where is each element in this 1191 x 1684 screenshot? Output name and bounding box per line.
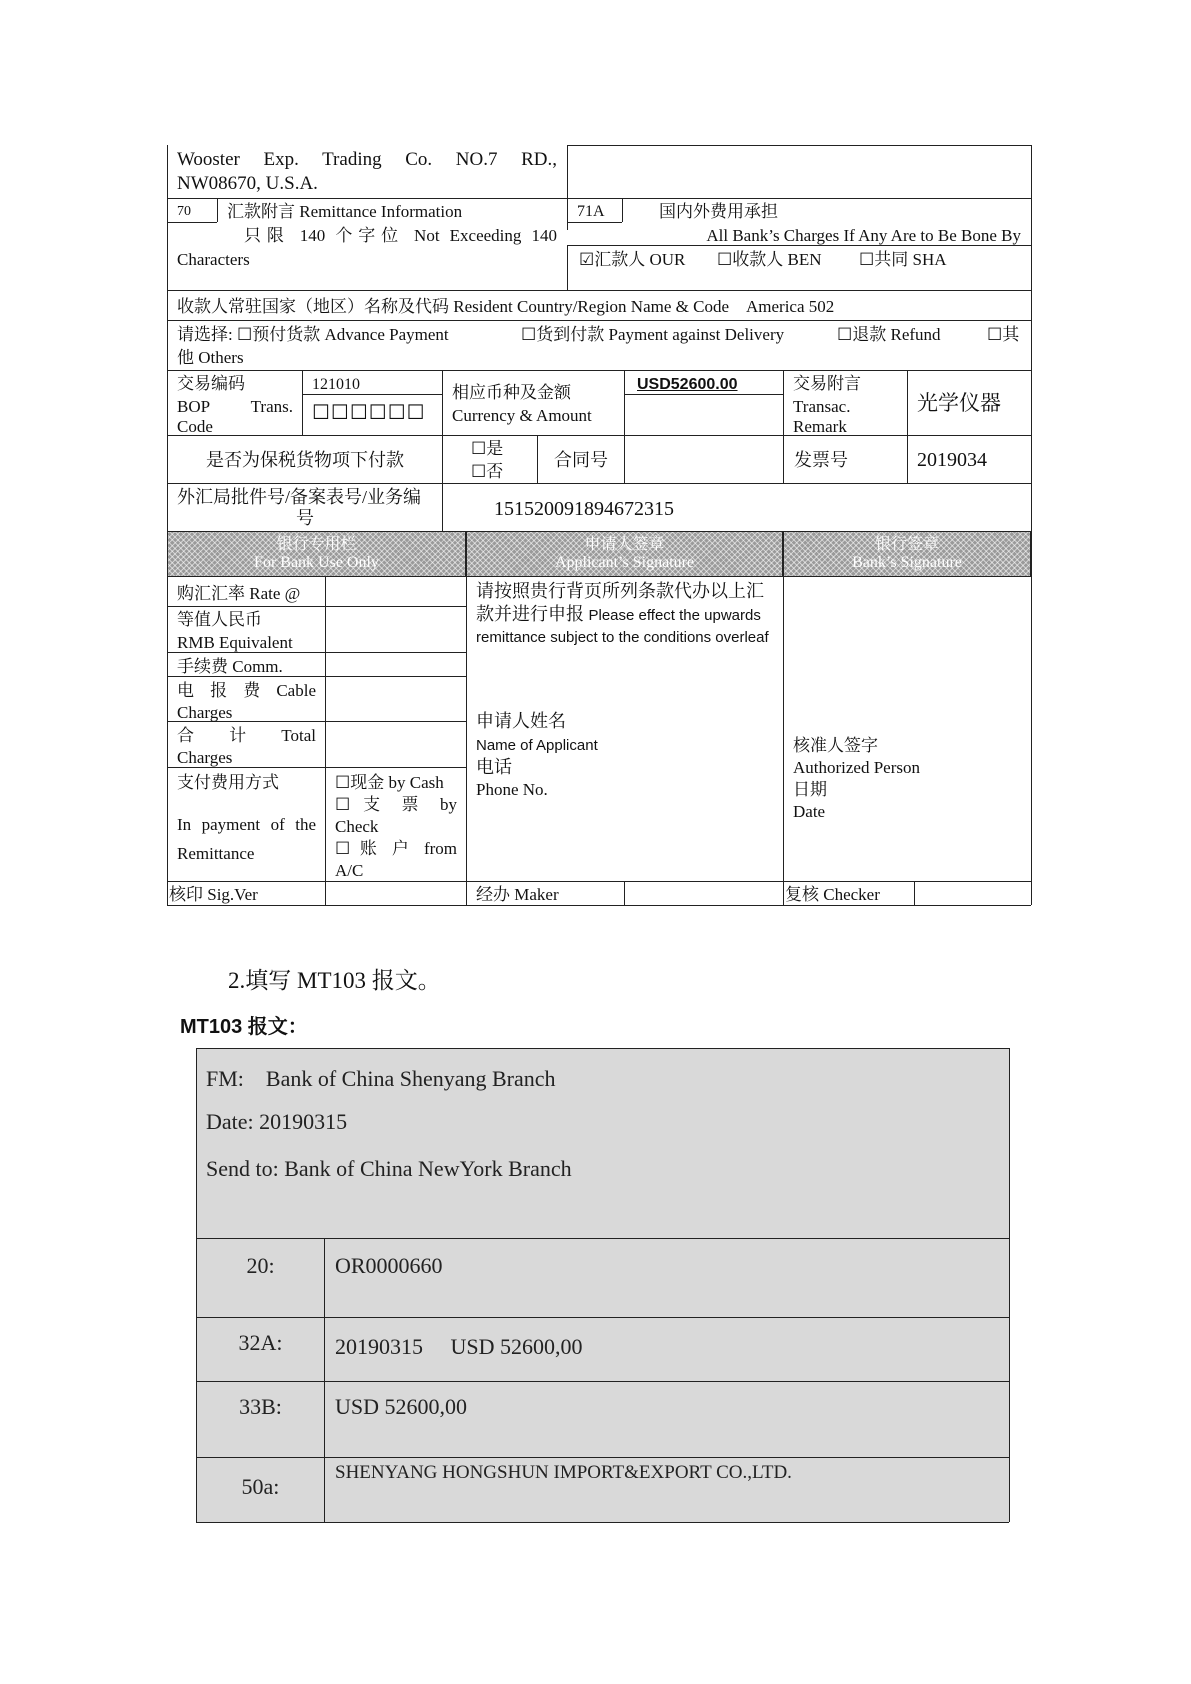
transac-remark-label: Transac.: [793, 397, 851, 416]
checker-label: 复核 Checker: [785, 885, 880, 904]
payment-method-label: In payment of the: [177, 815, 316, 834]
bop-code-label: BOP Trans.: [177, 397, 293, 416]
sig-ver-label: 核印 Sig.Ver: [169, 885, 258, 904]
applicant-name-label: Name of Applicant: [476, 737, 598, 754]
currency-amount-label: 相应币种及金额: [452, 383, 571, 402]
rule: [167, 222, 217, 223]
request-text: 请按照贵行背页所列条款代办以上汇: [476, 581, 764, 601]
commission-input[interactable]: [326, 653, 465, 675]
beneficiary-address: [168, 146, 566, 196]
header-text: For Bank Use Only: [254, 554, 379, 571]
applicant-name-label: 申请人姓名: [476, 711, 566, 731]
others-checkbox[interactable]: ☐其: [987, 325, 1020, 344]
field-70-note: 只限 140 个字位 Not Exceeding 140: [244, 226, 557, 245]
request-text: [467, 602, 783, 624]
date-label: 日期: [793, 780, 827, 799]
mt103-tag: 32A:: [238, 1330, 283, 1355]
mt103-tag: 50a:: [241, 1474, 280, 1499]
pay-check-checkbox[interactable]: ☐ 支 票 by: [335, 795, 457, 814]
cable-charges-label: 电 报 费 Cable: [177, 681, 316, 700]
mt103-value: USD 52600,00: [335, 1394, 468, 1419]
rule: [167, 320, 1031, 321]
rule: [167, 435, 1031, 436]
others-label: 他 Others: [177, 348, 244, 367]
total-charges-label: Charges: [177, 748, 233, 767]
mt103-send-to: Send to: Bank of China NewYork Branch: [206, 1156, 572, 1181]
date-label: Date: [793, 802, 826, 821]
field-71a-title: 国内外费用承担: [659, 202, 778, 221]
charges-sha-checkbox[interactable]: ☐共同 SHA: [859, 250, 947, 269]
bop-code-boxes[interactable]: ☐☐☐☐☐☐: [312, 402, 426, 424]
rule: [442, 483, 443, 531]
form-border-right: [1031, 145, 1032, 905]
rule: [196, 1457, 1009, 1458]
approval-no-label: 号: [296, 508, 314, 528]
mt103-title: MT103 报文：: [180, 1016, 308, 1038]
form-border-bottom: [167, 905, 1031, 906]
beneficiary-line: Wooster Exp. Trading Co. NO.7 RD.,: [177, 149, 557, 170]
approval-no-label: 外汇局批件号/备案表号/业务编: [177, 487, 422, 507]
approval-no-value[interactable]: 151520091894672315: [494, 498, 674, 520]
pay-account-label: A/C: [335, 861, 364, 880]
mt103-from: FM: Bank of China Shenyang Branch: [206, 1066, 556, 1091]
transac-remark-value[interactable]: 光学仪器: [917, 391, 1001, 415]
field-70-code: 70: [177, 204, 191, 219]
rate-input[interactable]: [326, 578, 465, 605]
payment-against-delivery-checkbox[interactable]: ☐货到付款 Payment against Delivery: [521, 325, 785, 344]
cable-charges-label: Charges: [177, 703, 233, 722]
invoice-no-label: 发票号: [794, 450, 848, 470]
rule: [1009, 1048, 1010, 1522]
pay-cash-checkbox[interactable]: ☐现金 by Cash: [335, 773, 444, 792]
header-text: Bank’s Signature: [852, 554, 962, 571]
phone-label: Phone No.: [476, 780, 548, 799]
rule: [196, 1381, 1009, 1382]
authorized-person-label: Authorized Person: [793, 758, 921, 777]
bop-code-value[interactable]: 121010: [312, 376, 360, 393]
bop-code-label: Code: [177, 417, 213, 436]
advance-payment-checkbox[interactable]: 请选择: ☐预付货款 Advance Payment: [177, 325, 449, 344]
rule: [624, 394, 783, 395]
rule: [567, 245, 568, 290]
rmb-equivalent-label: 等值人民币: [177, 610, 262, 629]
contract-no-label: 合同号: [554, 450, 608, 470]
charges-our-checkbox[interactable]: ☑汇款人 OUR: [579, 250, 686, 269]
request-text: remittance subject to the conditions overleaf: [476, 629, 769, 646]
pay-check-label: Check: [335, 817, 379, 836]
transac-remark-label: 交易附言: [793, 374, 861, 393]
rule: [567, 245, 1031, 246]
rate-label: 购汇汇率 Rate @: [177, 584, 301, 603]
field-71a-code: 71A: [577, 203, 605, 220]
total-charges-label: 合 计 Total: [177, 726, 316, 745]
rule: [324, 1238, 325, 1522]
rmb-equivalent-input[interactable]: [326, 607, 465, 651]
commission-label: 手续费 Comm.: [177, 657, 283, 676]
authorized-person-label: 核准人签字: [793, 736, 878, 755]
currency-amount-label: Currency & Amount: [452, 406, 592, 425]
rule: [622, 198, 623, 222]
rule: [196, 1238, 1009, 1239]
total-charges-input[interactable]: [326, 722, 465, 766]
resident-country: 收款人常驻国家（地区）名称及代码 Resident Country/Region Name & Code America 502: [177, 297, 835, 316]
invoice-no-value[interactable]: 2019034: [917, 449, 987, 471]
bank-signature-header: [783, 531, 1031, 577]
phone-label: 电话: [476, 757, 512, 777]
mt103-date: Date: 20190315: [206, 1109, 348, 1134]
mt103-tag: 20:: [246, 1253, 275, 1278]
bonded-yes-checkbox[interactable]: ☐是: [471, 439, 504, 458]
request-text-cn: 款并进行申报: [476, 604, 584, 624]
rmb-equivalent-label: RMB Equivalent: [177, 633, 293, 652]
rule: [302, 394, 442, 395]
rule: [167, 483, 1031, 484]
rule: [167, 290, 1031, 291]
rule: [196, 1317, 1009, 1318]
payment-method-label: 支付费用方式: [177, 773, 279, 792]
beneficiary-line: NW08670, U.S.A.: [177, 173, 318, 194]
charges-ben-checkbox[interactable]: ☐收款人 BEN: [717, 250, 822, 269]
rule: [196, 1048, 1009, 1049]
header-text: 银行专用栏: [276, 536, 357, 553]
currency-amount-value[interactable]: USD52600.00: [637, 376, 738, 393]
mt103-tag: 33B:: [239, 1394, 282, 1419]
maker-label: 经办 Maker: [476, 885, 559, 904]
mt103-value: OR0000660: [335, 1253, 443, 1278]
bonded-goods-question: 是否为保税货物项下付款: [206, 450, 404, 470]
rule: [624, 881, 625, 905]
refund-checkbox[interactable]: ☐退款 Refund: [837, 325, 941, 344]
header-text: 申请人签章: [584, 536, 665, 553]
mt103-value: 20190315 USD 52600,00: [335, 1334, 583, 1359]
section-heading: 2.填写 MT103 报文。: [228, 968, 441, 993]
rule: [167, 767, 466, 768]
field-71a-subtitle: All Bank’s Charges If Any Are to Be Bone By: [706, 226, 1021, 245]
rule: [196, 1522, 1009, 1523]
rule: [914, 881, 915, 905]
request-text-en: Please effect the upwards: [588, 607, 761, 624]
applicant-signature-header: [466, 531, 783, 577]
mt103-value: SHENYANG HONGSHUN IMPORT&EXPORT CO.,LTD.: [335, 1462, 792, 1483]
field-70-title: 汇款附言 Remittance Information: [227, 202, 463, 221]
pay-account-checkbox[interactable]: ☐ 账 户 from: [335, 839, 457, 858]
bank-use-header: [167, 531, 466, 577]
cable-charges-input[interactable]: [326, 677, 465, 720]
rule: [567, 145, 1031, 146]
header-text: 银行签章: [874, 536, 939, 553]
rule: [196, 1048, 197, 1522]
field-70-note: Characters: [177, 250, 250, 269]
bop-code-label: 交易编码: [177, 374, 245, 393]
bonded-no-checkbox[interactable]: ☐否: [471, 462, 504, 481]
payment-method-label: Remittance: [177, 844, 255, 863]
header-text: Applicant’s Signature: [554, 554, 695, 571]
transac-remark-label: Remark: [793, 417, 847, 436]
